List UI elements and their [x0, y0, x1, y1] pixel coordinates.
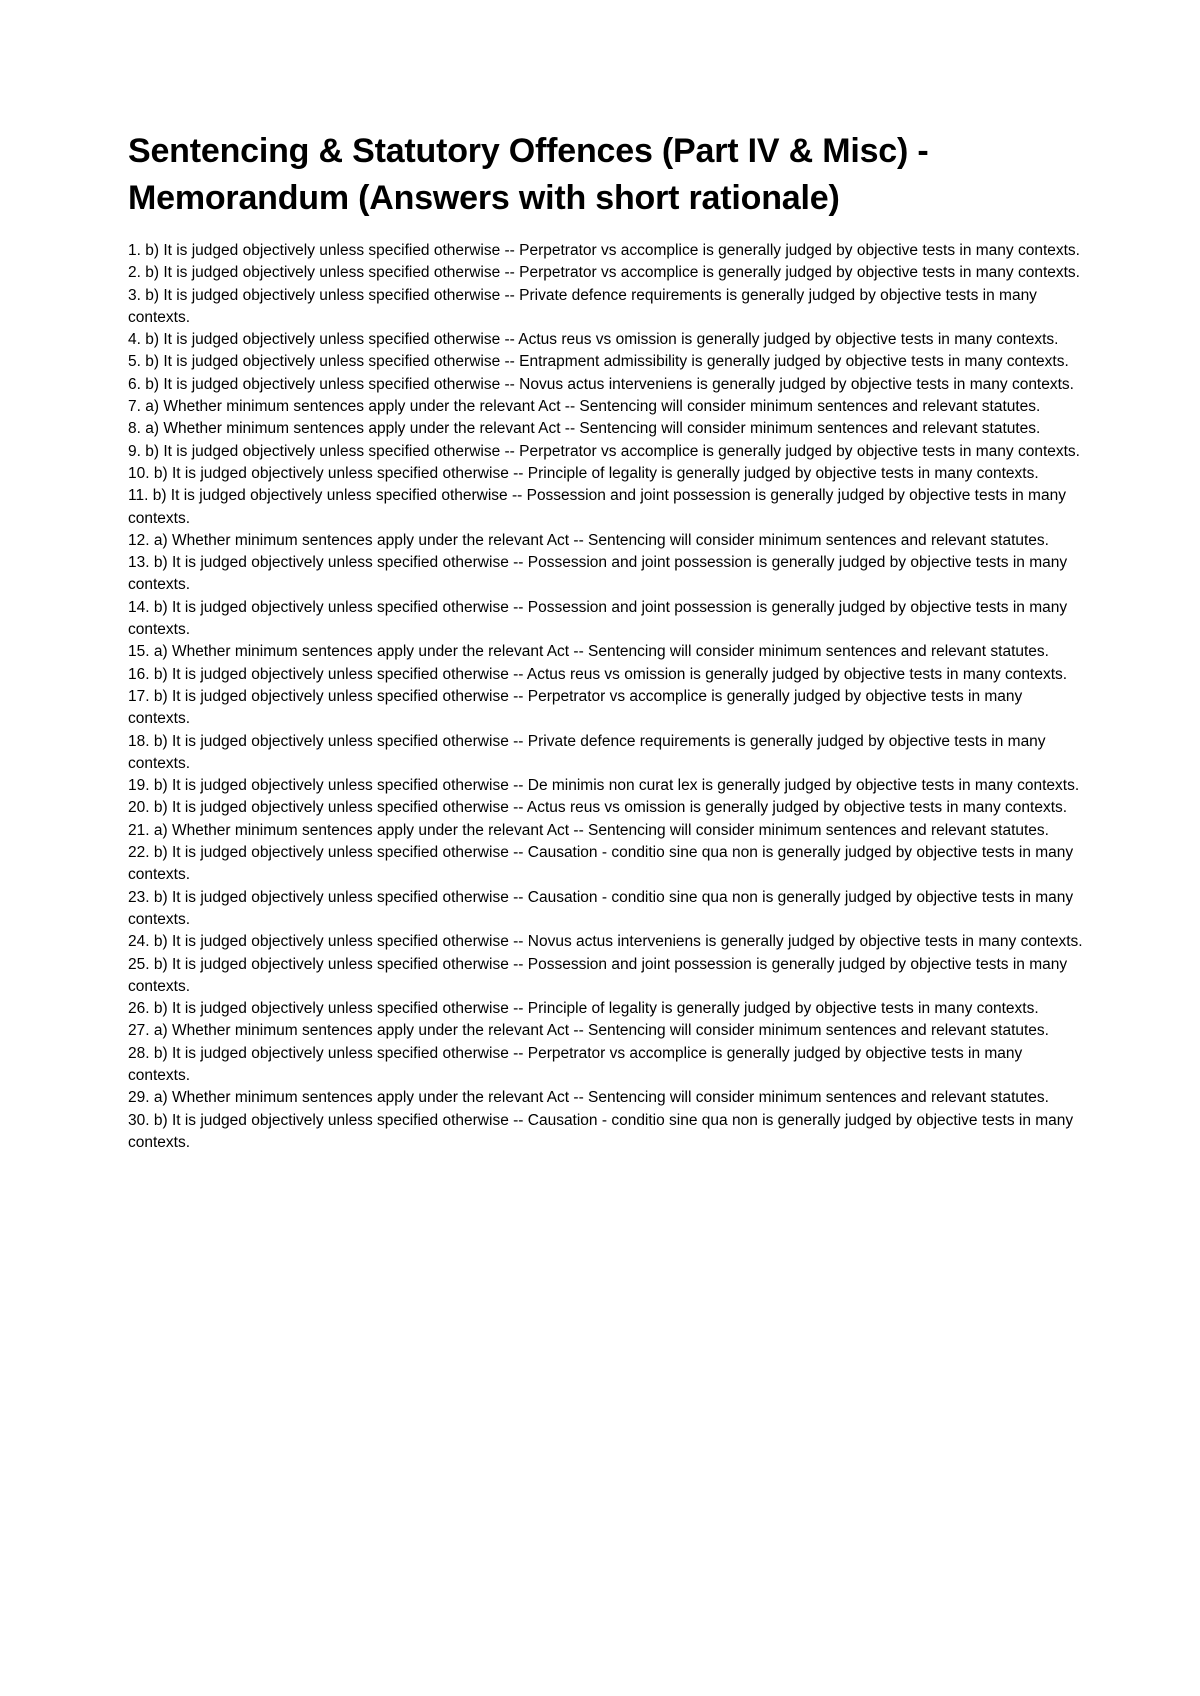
answer-item: 23. b) It is judged objectively unless specified otherwise -- Causation - conditio sine qua non is generally judged by objective tests in many contexts. — [128, 888, 1074, 928]
answer-item: 20. b) It is judged objectively unless specified otherwise -- Actus reus vs omission is generally judged by objective tests in many contexts. — [128, 799, 1068, 817]
answer-item: 28. b) It is judged objectively unless specified otherwise -- Perpetrator vs accomplice is generally judged by objective tests in many contexts. — [128, 1044, 1023, 1084]
answer-item: 12. a) Whether minimum sentences apply under the relevant Act -- Sentencing will consider minimum sentences and relevant statutes. — [128, 531, 1049, 549]
answer-item: 7. a) Whether minimum sentences apply under the relevant Act -- Sentencing will consider minimum sentences and relevant statutes. — [128, 398, 1041, 416]
answer-item: 5. b) It is judged objectively unless specified otherwise -- Entrapment admissibility is generally judged by objective tests in many contexts. — [128, 353, 1069, 371]
answer-item: 16. b) It is judged objectively unless specified otherwise -- Actus reus vs omission is generally judged by objective tests in many contexts. — [128, 665, 1068, 683]
answer-item: 1. b) It is judged objectively unless specified otherwise -- Perpetrator vs accomplice is generally judged by objective tests in many contexts. — [128, 242, 1080, 259]
answer-item: 10. b) It is judged objectively unless specified otherwise -- Principle of legality is generally judged by objective tests in many contexts. — [128, 464, 1039, 482]
answer-item: 25. b) It is judged objectively unless specified otherwise -- Possession and joint possession is generally judged by objective tests in many contexts. — [128, 955, 1068, 995]
answer-item: 9. b) It is judged objectively unless specified otherwise -- Perpetrator vs accomplice is generally judged by objective tests in many contexts. — [128, 442, 1080, 460]
answer-item: 19. b) It is judged objectively unless specified otherwise -- De minimis non curat lex is generally judged by objective tests in many contexts. — [128, 777, 1080, 795]
answer-item: 2. b) It is judged objectively unless specified otherwise -- Perpetrator vs accomplice is generally judged by objective tests in many contexts. — [128, 264, 1080, 282]
answer-item: 26. b) It is judged objectively unless specified otherwise -- Principle of legality is generally judged by objective tests in many contexts. — [128, 1000, 1039, 1018]
answer-item: 17. b) It is judged objectively unless specified otherwise -- Perpetrator vs accomplice is generally judged by objective tests in many contexts. — [128, 687, 1023, 728]
answer-item: 8. a) Whether minimum sentences apply under the relevant Act -- Sentencing will consider minimum sentences and relevant statutes. — [128, 420, 1041, 438]
answer-item: 4. b) It is judged objectively unless specified otherwise -- Actus reus vs omission is generally judged by objective tests in many contexts. — [128, 331, 1059, 349]
document-title: Sentencing & Statutory Offences (Part IV & Misc) - Memorandum (Answers with short rationale) — [128, 132, 929, 217]
answer-item: 3. b) It is judged objectively unless specified otherwise -- Private defence requirements is generally judged by objective tests in many contexts. — [128, 286, 1037, 326]
answer-item: 18. b) It is judged objectively unless specified otherwise -- Private defence requirements is generally judged by objective tests in many contexts. — [128, 732, 1046, 772]
answer-item: 21. a) Whether minimum sentences apply under the relevant Act -- Sentencing will consider minimum sentences and relevant statutes. — [128, 821, 1049, 839]
answer-item: 11. b) It is judged objectively unless specified otherwise -- Possession and joint possession is generally judged by objective tests in many contexts. — [128, 487, 1066, 527]
answer-item: 27. a) Whether minimum sentences apply under the relevant Act -- Sentencing will consider minimum sentences and relevant statutes. — [128, 1022, 1049, 1040]
answer-list — [128, 240, 1088, 1154]
answer-item: 13. b) It is judged objectively unless specified otherwise -- Possession and joint possession is generally judged by objective tests in many contexts. — [128, 554, 1068, 594]
answer-item: 14. b) It is judged objectively unless specified otherwise -- Possession and joint possession is generally judged by objective tests in many contexts. — [128, 598, 1068, 639]
answer-item: 22. b) It is judged objectively unless specified otherwise -- Causation - conditio sine qua non is generally judged by objective tests in many contexts. — [128, 844, 1074, 884]
answer-item: 15. a) Whether minimum sentences apply under the relevant Act -- Sentencing will consider minimum sentences and relevant statutes. — [128, 643, 1049, 661]
answer-item: 30. b) It is judged objectively unless specified otherwise -- Causation - conditio sine qua non is generally judged by objective tests in many contexts. — [128, 1111, 1074, 1151]
answer-item: 29. a) Whether minimum sentences apply under the relevant Act -- Sentencing will consider minimum sentences and relevant statutes. — [128, 1089, 1049, 1107]
answer-item: 24. b) It is judged objectively unless specified otherwise -- Novus actus interveniens is generally judged by objective tests in many contexts. — [128, 933, 1083, 951]
answer-item: 6. b) It is judged objectively unless specified otherwise -- Novus actus interveniens is generally judged by objective tests in many contexts. — [128, 375, 1074, 393]
